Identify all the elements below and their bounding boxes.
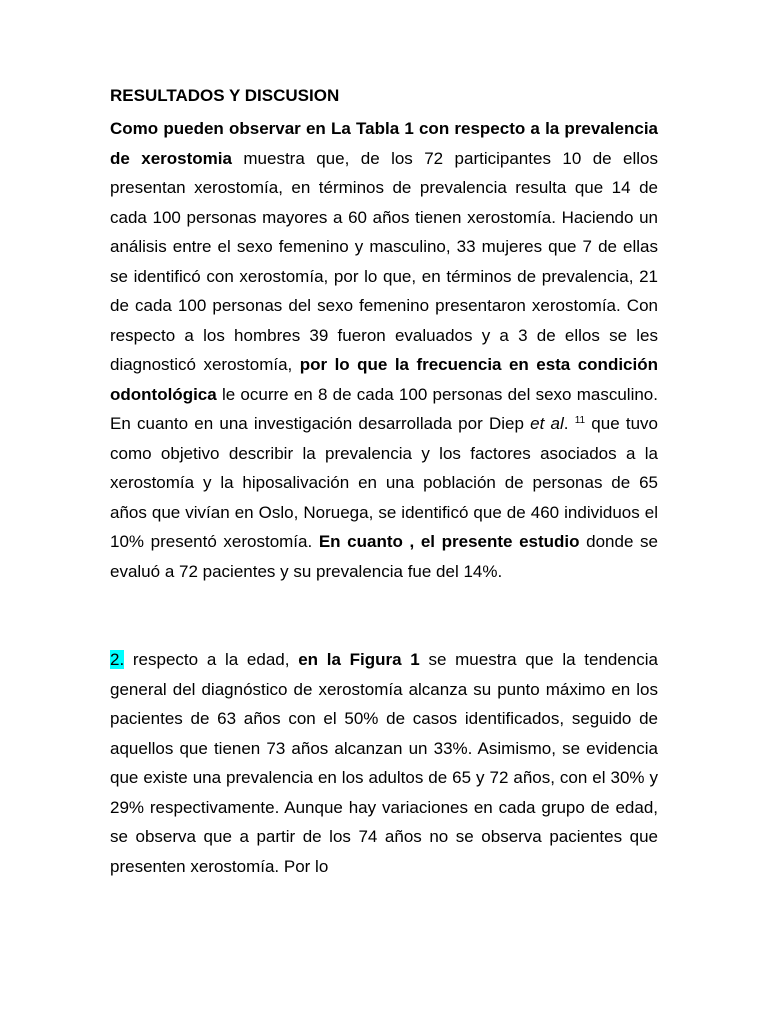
highlighted-number: 2. [110, 650, 125, 669]
body-text: respecto a la edad, [124, 650, 299, 669]
paragraph-prevalence [110, 114, 658, 586]
body-text: . [563, 414, 575, 433]
citation-superscript: 11 [574, 415, 586, 426]
section-heading: RESULTADOS Y DISCUSION [110, 86, 340, 105]
body-text: muestra que, de los 72 participantes 10 de ellos presentan xerostomía, en términos de prevalencia resulta que 14 de cada 100 personas mayores a 60 años tienen xerostomía. Haciendo un análisis entre el sexo femenino y masculino, 33 mujeres que 7 de ellas se identificó con xerostomía, por lo que, en términos de prevalencia, 21 de cada 100 personas del sexo femenino presentaron xerostomía. Con respecto a los hombres 39 fueron evaluados y a 3 de ellos se les diagnosticó xerostomía, [110, 148, 658, 374]
document-page [110, 84, 658, 881]
bold-text: en la Figura 1 [298, 650, 420, 669]
bold-text: por lo que la frecuencia en esta condición odontológica [110, 355, 658, 404]
bold-text: Como pueden observar en La Tabla 1 con respecto a la prevalencia de xerostomia [110, 119, 658, 168]
body-text: se muestra que la tendencia general del diagnóstico de xerostomía alcanza su punto máximo en los pacientes de 63 años con el 50% de casos identificados, seguido de aquellos que tienen 73 años alcanzan un 33%. Asimismo, se evidencia que existe una prevalencia en los adultos de 65 y 72 años, con el 30% y 29% respectivamente. Aunque hay variaciones en cada grupo de edad, se observa que a partir de los 74 años no se observa pacientes que presenten xerostomía. Por lo [110, 650, 658, 876]
paragraph-spacer [110, 586, 658, 645]
body-text: que tuvo como objetivo describir la prevalencia y los factores asociados a la xerostomía y la hiposalivación en una población de personas de 65 años que vivían en Oslo, Noruega, se identificó que de 460 individuos el 10% presentó xerostomía. [110, 414, 659, 551]
body-text: donde se evaluó a 72 pacientes y su prevalencia fue del 14%. [110, 532, 658, 581]
bold-text: En cuanto , el presente estudio [318, 532, 580, 551]
italic-text: et al [530, 414, 564, 433]
body-text: le ocurre en 8 de cada 100 personas del sexo masculino. En cuanto en una investigación desarrollada por Diep [110, 384, 658, 433]
paragraph-age [110, 645, 658, 881]
